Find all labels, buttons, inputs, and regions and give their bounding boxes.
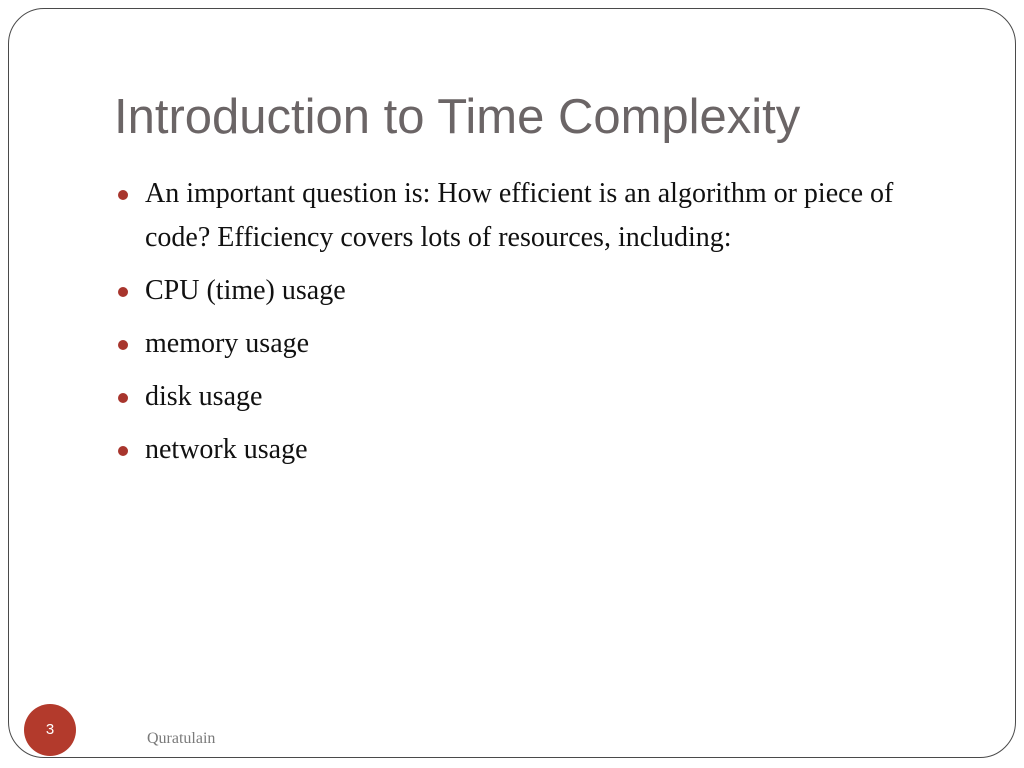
bullet-item <box>112 322 952 366</box>
bullet-dot-icon <box>118 190 128 200</box>
slide-title: Introduction to Time Complexity <box>114 90 801 144</box>
bullet-list <box>112 172 952 481</box>
bullet-text: An important question is: How efficient is an algorithm or piece of code? Efficiency covers lots of resources, including: <box>145 178 894 253</box>
bullet-item <box>112 172 952 260</box>
bullet-text: memory usage <box>145 328 310 359</box>
bullet-dot-icon <box>118 340 128 350</box>
bullet-text: network usage <box>145 434 308 465</box>
bullet-dot-icon <box>118 287 128 297</box>
bullet-dot-icon <box>118 393 128 403</box>
bullet-item <box>112 428 952 472</box>
slide <box>8 8 1016 758</box>
bullet-text: disk usage <box>145 381 263 412</box>
bullet-item <box>112 269 952 313</box>
bullet-item <box>112 375 952 419</box>
bullet-text: CPU (time) usage <box>145 275 346 306</box>
footer-author: Quratulain <box>147 730 216 747</box>
slide-number-badge: 3 <box>24 704 76 756</box>
bullet-dot-icon <box>118 446 128 456</box>
